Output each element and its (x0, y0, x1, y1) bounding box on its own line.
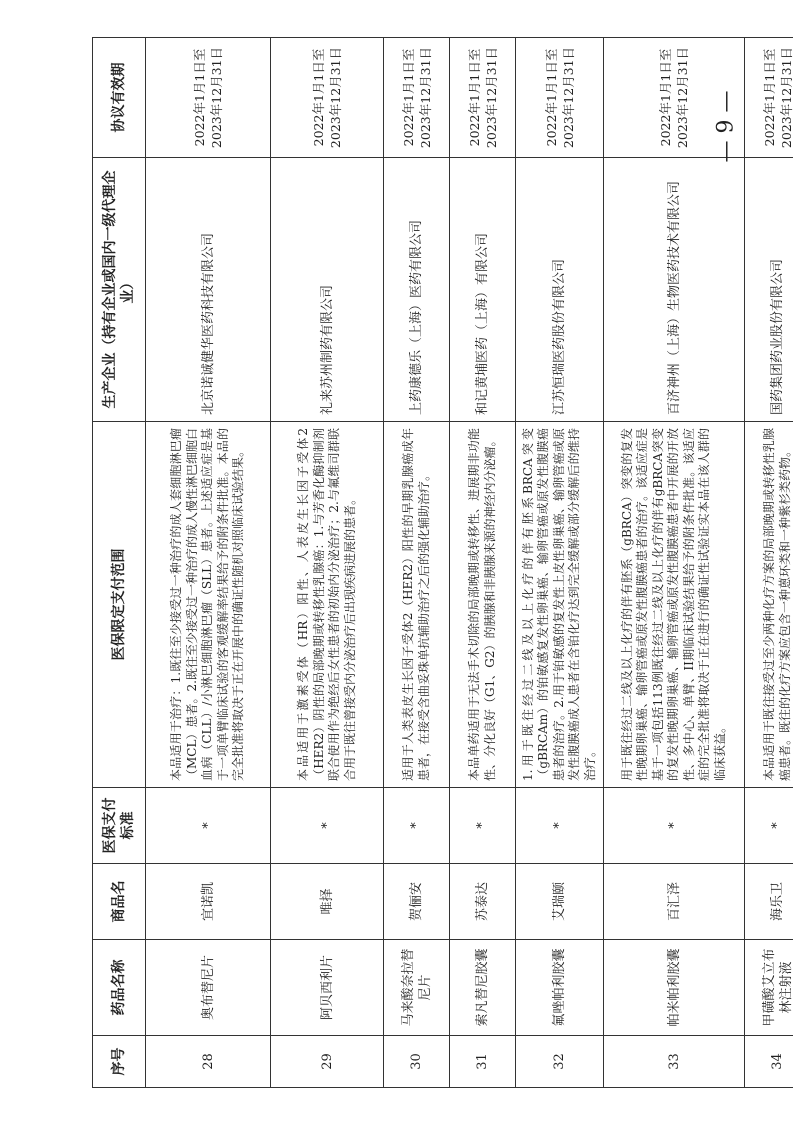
row-no: 31 (450, 1036, 516, 1088)
row-drug-name: 阿贝西利片 (271, 940, 384, 1036)
row-no: 29 (271, 1036, 384, 1088)
row-validity: 2022年1月1日至2023年12月31日 (745, 38, 793, 158)
row-no: 34 (745, 1036, 793, 1088)
row-brand: 宜诺凯 (146, 864, 271, 940)
row-standard: * (271, 788, 384, 864)
table-row (450, 38, 516, 1088)
row-drug-name: 马来酸奈拉替尼片 (384, 940, 450, 1036)
row-brand: 唯择 (271, 864, 384, 940)
table-row (604, 38, 745, 1088)
header-validity: 协议有效期 (93, 38, 146, 158)
row-no: 32 (516, 1036, 604, 1088)
row-drug-name: 奥布替尼片 (146, 940, 271, 1036)
row-scope: 适用于人类表皮生长因子受体2（HER2）阳性的早期乳腺癌成年患者，在接受含曲妥珠单抗辅助治疗之后的强化辅助治疗。 (384, 422, 450, 788)
row-validity: 2022年1月1日至2023年12月31日 (384, 38, 450, 158)
row-company: 国药集团药业股份有限公司 (745, 158, 793, 422)
row-standard: * (450, 788, 516, 864)
drug-table (92, 37, 793, 1088)
row-drug-name: 甲磺酸艾立布林注射液 (745, 940, 793, 1036)
row-company: 上药康德乐（上海）医药有限公司 (384, 158, 450, 422)
header-standard: 医保支付标准 (93, 788, 146, 864)
row-company: 北京诺诚健华医药科技有限公司 (146, 158, 271, 422)
row-brand: 苏泰达 (450, 864, 516, 940)
header-brand: 商品名 (93, 864, 146, 940)
header-scope: 医保限定支付范围 (93, 422, 146, 788)
row-company: 江苏恒瑞医药股份有限公司 (516, 158, 604, 422)
header-drug-name: 药品名称 (93, 940, 146, 1036)
table-row (146, 38, 271, 1088)
row-brand: 艾瑞颐 (516, 864, 604, 940)
table-row (745, 38, 793, 1088)
row-scope: 本品适用于治疗：1.既往至少接受过一种治疗的成人套细胞淋巴瘤（MCL）患者。2.既往至少接受过一种治疗的成人慢性淋巴细胞白血病（CLL）/小淋巴细胞淋巴瘤（SLL）患者。上述适应症是基于一项单臂临床试验的客观缓解率结果给予的附条件批准。本品的完全批准将取决于正在开展中的确证性随机对照临床试验结果。 (146, 422, 271, 788)
row-no: 33 (604, 1036, 745, 1088)
page-number: — 9 — (713, 90, 739, 163)
row-scope: 本品单药适用于无法手术切除的局部晚期或转移性、进展期非功能性、分化良好（G1、G2）的胰腺和非胰腺来源的神经内分泌瘤。 (450, 422, 516, 788)
table-row (384, 38, 450, 1088)
row-scope: 1.用于既往经过二线及以上化疗的伴有胚系BRCA突变（gBRCAm）的铂敏感复发性卵巢癌、输卵管癌或原发性腹膜癌患者的治疗。2.用于铂敏感的复发性上皮性卵巢癌、输卵管癌或原发性腹膜癌成人患者在含铂化疗达到完全缓解或部分缓解后的维持治疗。 (516, 422, 604, 788)
row-drug-name: 氟唑帕利胶囊 (516, 940, 604, 1036)
row-brand: 海乐卫 (745, 864, 793, 940)
row-validity: 2022年1月1日至2023年12月31日 (516, 38, 604, 158)
row-validity: 2022年1月1日至2023年12月31日 (604, 38, 745, 158)
row-company: 百济神州（上海）生物医药技术有限公司 (604, 158, 745, 422)
rotated-table-sheet (92, 38, 793, 1088)
row-company: 和记黄埔医药（上海）有限公司 (450, 158, 516, 422)
row-standard: * (745, 788, 793, 864)
table-header-row (93, 38, 146, 1088)
table-row (271, 38, 384, 1088)
row-standard: * (384, 788, 450, 864)
row-validity: 2022年1月1日至2023年12月31日 (450, 38, 516, 158)
header-company: 生产企业（持有企业或国内一级代理企业） (93, 158, 146, 422)
header-no: 序号 (93, 1036, 146, 1088)
row-standard: * (604, 788, 745, 864)
row-validity: 2022年1月1日至2023年12月31日 (271, 38, 384, 158)
row-brand: 贺俪安 (384, 864, 450, 940)
table-row (516, 38, 604, 1088)
row-scope: 本品适用于激素受体（HR）阳性、人表皮生长因子受体2（HER2）阴性的局部晚期或转移性乳腺癌：1.与芳香化酶抑制剂联合使用作为绝经后女性患者的初始内分泌治疗；2.与氟维司群联合用于既往曾接受内分泌治疗后出现疾病进展的患者。 (271, 422, 384, 788)
row-standard: * (516, 788, 604, 864)
row-brand: 百汇泽 (604, 864, 745, 940)
row-company: 礼来苏州制药有限公司 (271, 158, 384, 422)
row-drug-name: 帕米帕利胶囊 (604, 940, 745, 1036)
row-no: 30 (384, 1036, 450, 1088)
row-validity: 2022年1月1日至2023年12月31日 (146, 38, 271, 158)
row-standard: * (146, 788, 271, 864)
row-scope: 用于既往经过二线及以上化疗的伴有胚系（gBRCA）突变的复发性晚期卵巢癌、输卵管癌或原发性腹膜癌患者的治疗。该适应症是基于一项包括113例既往经过二线及以上化疗的伴有gBRCA突变的复发性晚期卵巢癌、输卵管癌或原发性腹膜癌患者中开展的开放性、多中心、单臂、II期临床试验结果给予的附条件批准。该适应症的完全批准将取决于正在进行的确证性试验证实本品在该人群的临床获益。 (604, 422, 745, 788)
row-drug-name: 索凡替尼胶囊 (450, 940, 516, 1036)
row-scope: 本品适用于既往接受过至少两种化疗方案的局部晚期或转移性乳腺癌患者。既往的化疗方案应包含一种蒽环类和一种紫杉类药物。 (745, 422, 793, 788)
row-no: 28 (146, 1036, 271, 1088)
